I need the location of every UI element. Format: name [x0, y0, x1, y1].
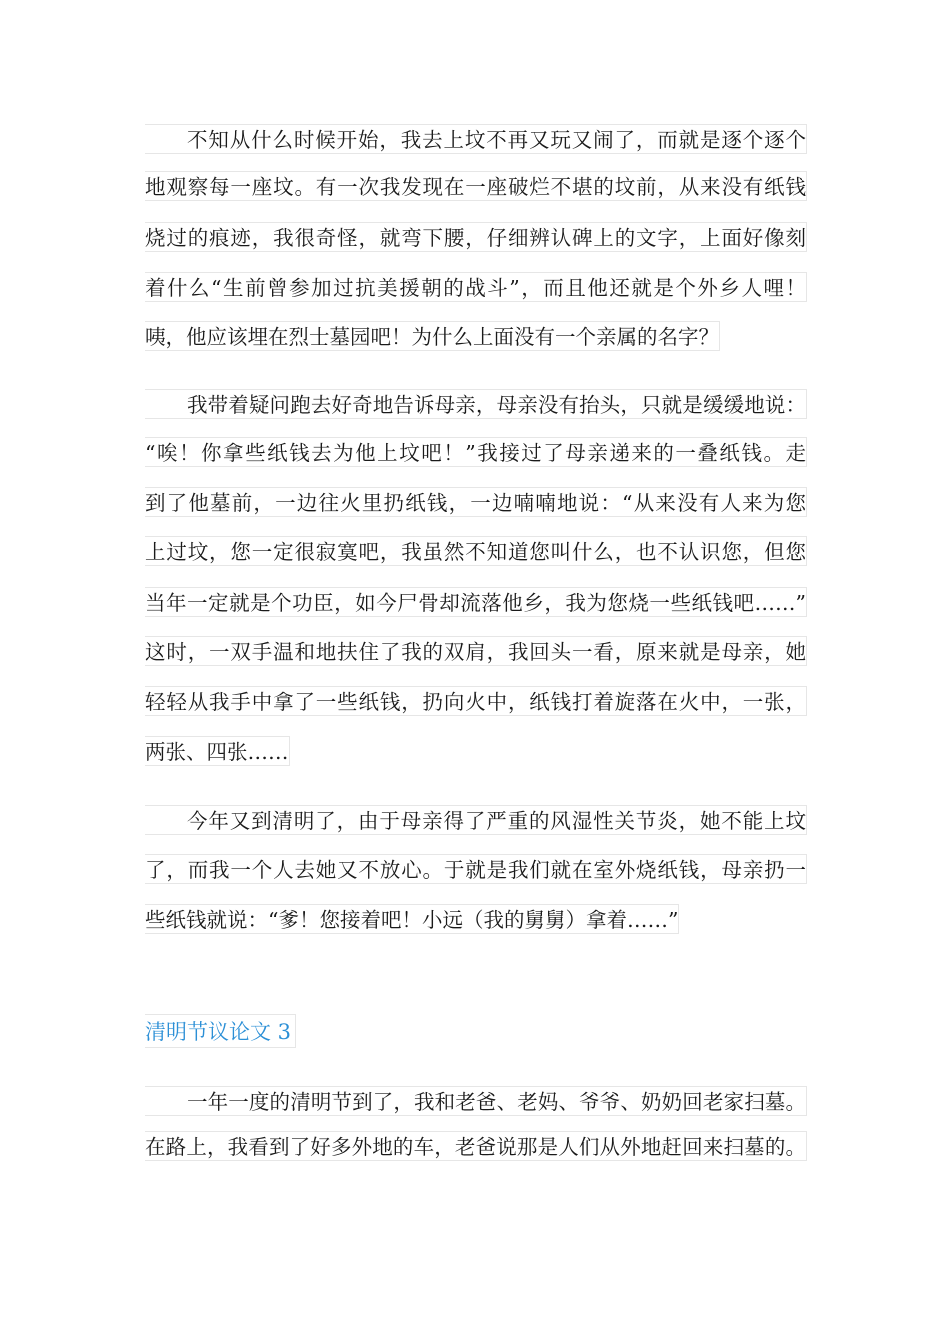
paragraph-2-line-1: 我带着疑问跑去好奇地告诉母亲，母亲没有抬头，只就是缓缓地说：: [145, 389, 807, 419]
paragraph-2-line-4: 上过坟，您一定很寂寞吧，我虽然不知道您叫什么，也不认识您，但您: [145, 536, 807, 566]
paragraph-3-line-3: 些纸钱就说：“爹！您接着吧！小远（我的舅舅）拿着……”: [145, 904, 679, 934]
paragraph-1-line-5: 咦，他应该埋在烈士墓园吧！为什么上面没有一个亲属的名字？: [145, 321, 720, 351]
paragraph-2-line-6: 这时，一双手温和地扶住了我的双肩，我回头一看，原来就是母亲，她: [145, 636, 807, 666]
section-paragraph-line-1: 一年一度的清明节到了，我和老爸、老妈、爷爷、奶奶回老家扫墓。: [145, 1086, 807, 1116]
paragraph-2-line-7: 轻轻从我手中拿了一些纸钱，扔向火中，纸钱打着旋落在火中，一张，: [145, 686, 807, 716]
paragraph-1-line-3: 烧过的痕迹，我很奇怪，就弯下腰，仔细辨认碑上的文字，上面好像刻: [145, 222, 807, 252]
section-heading: 清明节议论文 3: [145, 1014, 296, 1048]
paragraph-2-line-2: “唉！你拿些纸钱去为他上坟吧！”我接过了母亲递来的一叠纸钱。走: [145, 437, 807, 467]
paragraph-3-line-1: 今年又到清明了，由于母亲得了严重的风湿性关节炎，她不能上坟: [145, 805, 807, 835]
section-paragraph-line-2: 在路上，我看到了好多外地的车，老爸说那是人们从外地赶回来扫墓的。: [145, 1131, 807, 1161]
paragraph-1-line-1: 不知从什么时候开始，我去上坟不再又玩又闹了，而就是逐个逐个: [145, 124, 807, 154]
paragraph-3-line-2: 了，而我一个人去她又不放心。于就是我们就在室外烧纸钱，母亲扔一: [145, 854, 807, 884]
paragraph-2-line-8: 两张、四张……: [145, 736, 290, 766]
paragraph-1-line-4: 着什么“生前曾参加过抗美援朝的战斗”，而且他还就是个外乡人哩！: [145, 272, 807, 302]
paragraph-2-line-3: 到了他墓前，一边往火里扔纸钱，一边喃喃地说：“从来没有人来为您: [145, 487, 807, 517]
paragraph-2-line-5: 当年一定就是个功臣，如今尸骨却流落他乡，我为您烧一些纸钱吧……”: [145, 587, 807, 617]
paragraph-1-line-2: 地观察每一座坟。有一次我发现在一座破烂不堪的坟前，从来没有纸钱: [145, 171, 807, 201]
